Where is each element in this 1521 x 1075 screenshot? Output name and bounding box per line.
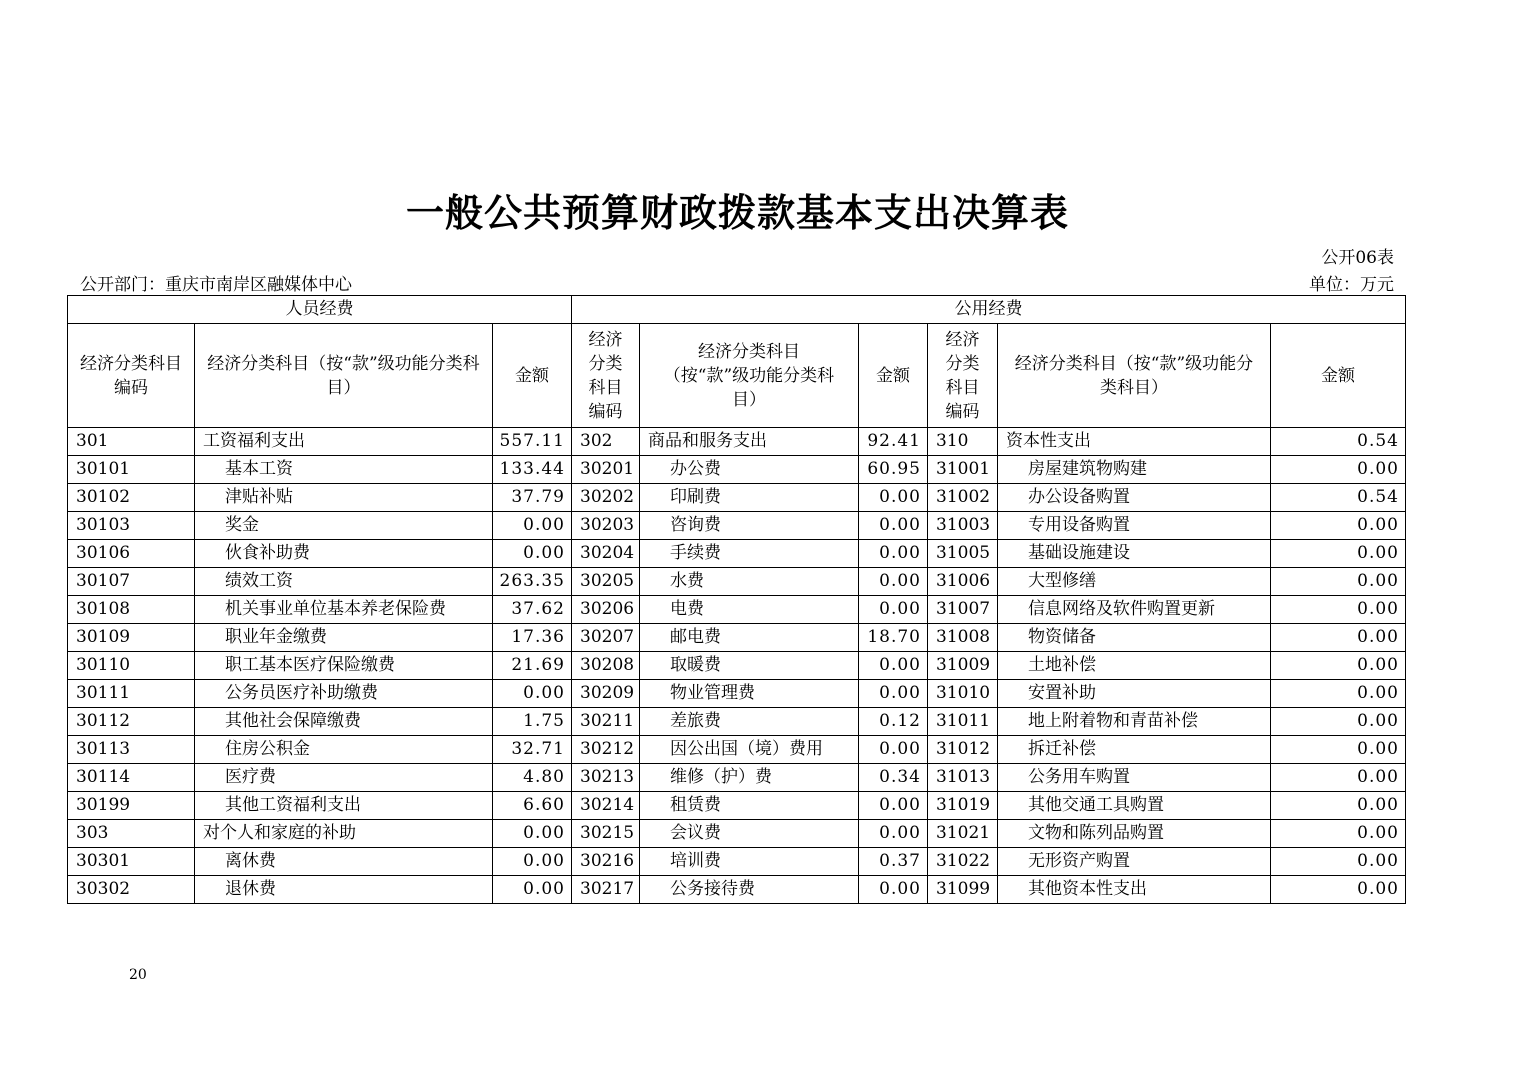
cell-name-personnel: 对个人和家庭的补助 — [195, 820, 493, 848]
cell-amount-personnel: 1.75 — [493, 708, 572, 736]
cell-name-capital: 公务用车购置 — [998, 764, 1271, 792]
header-name-public: 经济分类科目（按“款”级功能分类科目） — [640, 324, 859, 428]
cell-amount-public: 0.00 — [859, 736, 928, 764]
cell-code-capital: 31011 — [928, 708, 998, 736]
cell-name-personnel: 基本工资 — [195, 456, 493, 484]
cell-code-capital: 31099 — [928, 876, 998, 904]
cell-code-capital: 31005 — [928, 540, 998, 568]
page-title: 一般公共预算财政拨款基本支出决算表 — [405, 190, 1069, 235]
cell-code-capital: 31006 — [928, 568, 998, 596]
cell-code-personnel: 30106 — [68, 540, 195, 568]
cell-code-personnel: 30110 — [68, 652, 195, 680]
table-row — [68, 512, 1406, 540]
cell-name-capital: 其他资本性支出 — [998, 876, 1271, 904]
table-row — [68, 484, 1406, 512]
cell-amount-personnel: 263.35 — [493, 568, 572, 596]
cell-amount-personnel: 0.00 — [493, 540, 572, 568]
header-amount-personnel: 金额 — [493, 324, 572, 428]
cell-code-public: 30215 — [572, 820, 640, 848]
cell-name-personnel: 工资福利支出 — [195, 428, 493, 456]
cell-code-public: 30209 — [572, 680, 640, 708]
cell-amount-public: 0.00 — [859, 512, 928, 540]
cell-name-public: 公务接待费 — [640, 876, 859, 904]
cell-name-capital: 物资储备 — [998, 624, 1271, 652]
header-name-personnel: 经济分类科目（按“款”级功能分类科目） — [195, 324, 493, 428]
cell-name-capital: 办公设备购置 — [998, 484, 1271, 512]
cell-code-public: 30217 — [572, 876, 640, 904]
group-personnel-header: 人员经费 — [68, 296, 572, 324]
cell-amount-capital: 0.00 — [1271, 596, 1406, 624]
cell-code-public: 30203 — [572, 512, 640, 540]
table-row — [68, 652, 1406, 680]
cell-amount-personnel: 0.00 — [493, 680, 572, 708]
header-name-capital: 经济分类科目（按“款”级功能分类科目） — [998, 324, 1271, 428]
cell-amount-capital: 0.00 — [1271, 848, 1406, 876]
cell-code-public: 30206 — [572, 596, 640, 624]
cell-name-personnel: 离休费 — [195, 848, 493, 876]
page-number: 20 — [129, 967, 147, 983]
cell-name-capital: 文物和陈列品购置 — [998, 820, 1271, 848]
cell-code-capital: 31007 — [928, 596, 998, 624]
cell-amount-public: 0.00 — [859, 596, 928, 624]
cell-amount-personnel: 32.71 — [493, 736, 572, 764]
cell-name-public: 手续费 — [640, 540, 859, 568]
cell-amount-capital: 0.00 — [1271, 456, 1406, 484]
cell-name-public: 邮电费 — [640, 624, 859, 652]
cell-name-personnel: 机关事业单位基本养老保险费 — [195, 596, 493, 624]
table-row — [68, 568, 1406, 596]
cell-amount-public: 0.00 — [859, 484, 928, 512]
cell-amount-personnel: 21.69 — [493, 652, 572, 680]
header-code-capital: 经济分类科目编码 — [928, 324, 998, 428]
cell-amount-public: 0.34 — [859, 764, 928, 792]
cell-amount-capital: 0.00 — [1271, 876, 1406, 904]
cell-amount-public: 0.12 — [859, 708, 928, 736]
cell-name-personnel: 其他社会保障缴费 — [195, 708, 493, 736]
cell-name-public: 租赁费 — [640, 792, 859, 820]
cell-name-personnel: 职工基本医疗保险缴费 — [195, 652, 493, 680]
cell-name-capital: 资本性支出 — [998, 428, 1271, 456]
cell-name-capital: 信息网络及软件购置更新 — [998, 596, 1271, 624]
cell-name-personnel: 职业年金缴费 — [195, 624, 493, 652]
cell-name-public: 会议费 — [640, 820, 859, 848]
cell-amount-public: 0.00 — [859, 876, 928, 904]
cell-name-public: 办公费 — [640, 456, 859, 484]
cell-code-capital: 31013 — [928, 764, 998, 792]
cell-amount-capital: 0.00 — [1271, 764, 1406, 792]
cell-code-capital: 31012 — [928, 736, 998, 764]
table-row — [68, 624, 1406, 652]
cell-amount-personnel: 0.00 — [493, 820, 572, 848]
header-code-personnel: 经济分类科目编码 — [68, 324, 195, 428]
cell-code-capital: 31022 — [928, 848, 998, 876]
header-amount-public: 金额 — [859, 324, 928, 428]
cell-name-public: 印刷费 — [640, 484, 859, 512]
header-code-public: 经济分类科目编码 — [572, 324, 640, 428]
cell-code-personnel: 30114 — [68, 764, 195, 792]
cell-name-personnel: 退休费 — [195, 876, 493, 904]
cell-amount-personnel: 0.00 — [493, 876, 572, 904]
cell-amount-personnel: 0.00 — [493, 848, 572, 876]
cell-amount-capital: 0.00 — [1271, 512, 1406, 540]
table-row — [68, 764, 1406, 792]
cell-code-personnel: 30302 — [68, 876, 195, 904]
cell-amount-public: 60.95 — [859, 456, 928, 484]
table-row — [68, 540, 1406, 568]
cell-amount-capital: 0.00 — [1271, 680, 1406, 708]
cell-name-public: 水费 — [640, 568, 859, 596]
unit-label: 单位：万元 — [1309, 275, 1394, 295]
cell-name-capital: 基础设施建设 — [998, 540, 1271, 568]
cell-name-capital: 土地补偿 — [998, 652, 1271, 680]
table-row — [68, 680, 1406, 708]
cell-amount-personnel: 4.80 — [493, 764, 572, 792]
cell-name-public: 取暖费 — [640, 652, 859, 680]
cell-name-personnel: 公务员医疗补助缴费 — [195, 680, 493, 708]
cell-name-capital: 其他交通工具购置 — [998, 792, 1271, 820]
cell-amount-personnel: 17.36 — [493, 624, 572, 652]
cell-code-public: 30201 — [572, 456, 640, 484]
header-amount-capital: 金额 — [1271, 324, 1406, 428]
cell-code-public: 30207 — [572, 624, 640, 652]
table-row — [68, 428, 1406, 456]
cell-code-capital: 31010 — [928, 680, 998, 708]
cell-code-personnel: 30199 — [68, 792, 195, 820]
cell-amount-personnel: 6.60 — [493, 792, 572, 820]
cell-amount-public: 92.41 — [859, 428, 928, 456]
cell-amount-public: 0.00 — [859, 820, 928, 848]
cell-name-personnel: 住房公积金 — [195, 736, 493, 764]
cell-name-capital: 地上附着物和青苗补偿 — [998, 708, 1271, 736]
cell-code-personnel: 30111 — [68, 680, 195, 708]
table-row — [68, 708, 1406, 736]
cell-code-personnel: 30112 — [68, 708, 195, 736]
cell-code-public: 30212 — [572, 736, 640, 764]
cell-code-public: 30216 — [572, 848, 640, 876]
cell-amount-capital: 0.00 — [1271, 624, 1406, 652]
cell-code-capital: 31019 — [928, 792, 998, 820]
cell-amount-capital: 0.00 — [1271, 792, 1406, 820]
cell-code-capital: 31009 — [928, 652, 998, 680]
cell-name-personnel: 绩效工资 — [195, 568, 493, 596]
cell-code-capital: 31003 — [928, 512, 998, 540]
cell-name-public: 维修（护）费 — [640, 764, 859, 792]
cell-amount-public: 0.00 — [859, 652, 928, 680]
cell-amount-personnel: 37.79 — [493, 484, 572, 512]
table-number: 公开06表 — [1321, 248, 1394, 268]
expenditure-table — [67, 295, 1406, 904]
cell-amount-capital: 0.54 — [1271, 484, 1406, 512]
cell-amount-capital: 0.54 — [1271, 428, 1406, 456]
cell-code-public: 30211 — [572, 708, 640, 736]
cell-amount-public: 0.00 — [859, 792, 928, 820]
cell-name-public: 差旅费 — [640, 708, 859, 736]
cell-code-capital: 31001 — [928, 456, 998, 484]
group-public-header: 公用经费 — [572, 296, 1406, 324]
table-row — [68, 848, 1406, 876]
cell-name-capital: 无形资产购置 — [998, 848, 1271, 876]
cell-name-personnel: 津贴补贴 — [195, 484, 493, 512]
department-label: 公开部门：重庆市南岸区融媒体中心 — [80, 275, 352, 295]
cell-name-public: 物业管理费 — [640, 680, 859, 708]
cell-name-public: 咨询费 — [640, 512, 859, 540]
cell-code-public: 30213 — [572, 764, 640, 792]
cell-amount-personnel: 37.62 — [493, 596, 572, 624]
cell-amount-capital: 0.00 — [1271, 820, 1406, 848]
cell-code-capital: 310 — [928, 428, 998, 456]
cell-name-capital: 专用设备购置 — [998, 512, 1271, 540]
table-row — [68, 596, 1406, 624]
cell-amount-public: 0.00 — [859, 540, 928, 568]
cell-name-personnel: 伙食补助费 — [195, 540, 493, 568]
cell-code-personnel: 30113 — [68, 736, 195, 764]
cell-amount-capital: 0.00 — [1271, 708, 1406, 736]
table-row — [68, 792, 1406, 820]
cell-amount-public: 0.00 — [859, 680, 928, 708]
cell-code-capital: 31021 — [928, 820, 998, 848]
cell-amount-public: 0.00 — [859, 568, 928, 596]
cell-name-public: 电费 — [640, 596, 859, 624]
cell-amount-capital: 0.00 — [1271, 652, 1406, 680]
cell-code-personnel: 30109 — [68, 624, 195, 652]
cell-name-capital: 大型修缮 — [998, 568, 1271, 596]
cell-code-public: 302 — [572, 428, 640, 456]
cell-code-capital: 31002 — [928, 484, 998, 512]
cell-code-personnel: 30301 — [68, 848, 195, 876]
cell-amount-public: 0.37 — [859, 848, 928, 876]
cell-name-capital: 拆迁补偿 — [998, 736, 1271, 764]
cell-name-personnel: 奖金 — [195, 512, 493, 540]
cell-code-personnel: 30108 — [68, 596, 195, 624]
cell-name-personnel: 医疗费 — [195, 764, 493, 792]
cell-amount-personnel: 133.44 — [493, 456, 572, 484]
cell-amount-capital: 0.00 — [1271, 736, 1406, 764]
cell-name-public: 商品和服务支出 — [640, 428, 859, 456]
cell-amount-capital: 0.00 — [1271, 568, 1406, 596]
cell-code-public: 30214 — [572, 792, 640, 820]
cell-name-personnel: 其他工资福利支出 — [195, 792, 493, 820]
cell-code-personnel: 301 — [68, 428, 195, 456]
cell-name-public: 因公出国（境）费用 — [640, 736, 859, 764]
cell-code-public: 30204 — [572, 540, 640, 568]
cell-amount-capital: 0.00 — [1271, 540, 1406, 568]
cell-name-capital: 安置补助 — [998, 680, 1271, 708]
cell-name-capital: 房屋建筑物购建 — [998, 456, 1271, 484]
cell-amount-personnel: 0.00 — [493, 512, 572, 540]
cell-code-public: 30205 — [572, 568, 640, 596]
cell-code-public: 30208 — [572, 652, 640, 680]
cell-name-public: 培训费 — [640, 848, 859, 876]
table-row — [68, 820, 1406, 848]
table-row — [68, 736, 1406, 764]
cell-code-personnel: 303 — [68, 820, 195, 848]
cell-amount-personnel: 557.11 — [493, 428, 572, 456]
cell-code-personnel: 30103 — [68, 512, 195, 540]
cell-code-personnel: 30101 — [68, 456, 195, 484]
cell-amount-public: 18.70 — [859, 624, 928, 652]
cell-code-capital: 31008 — [928, 624, 998, 652]
cell-code-public: 30202 — [572, 484, 640, 512]
cell-code-personnel: 30102 — [68, 484, 195, 512]
table-row — [68, 876, 1406, 904]
table-row — [68, 456, 1406, 484]
cell-code-personnel: 30107 — [68, 568, 195, 596]
